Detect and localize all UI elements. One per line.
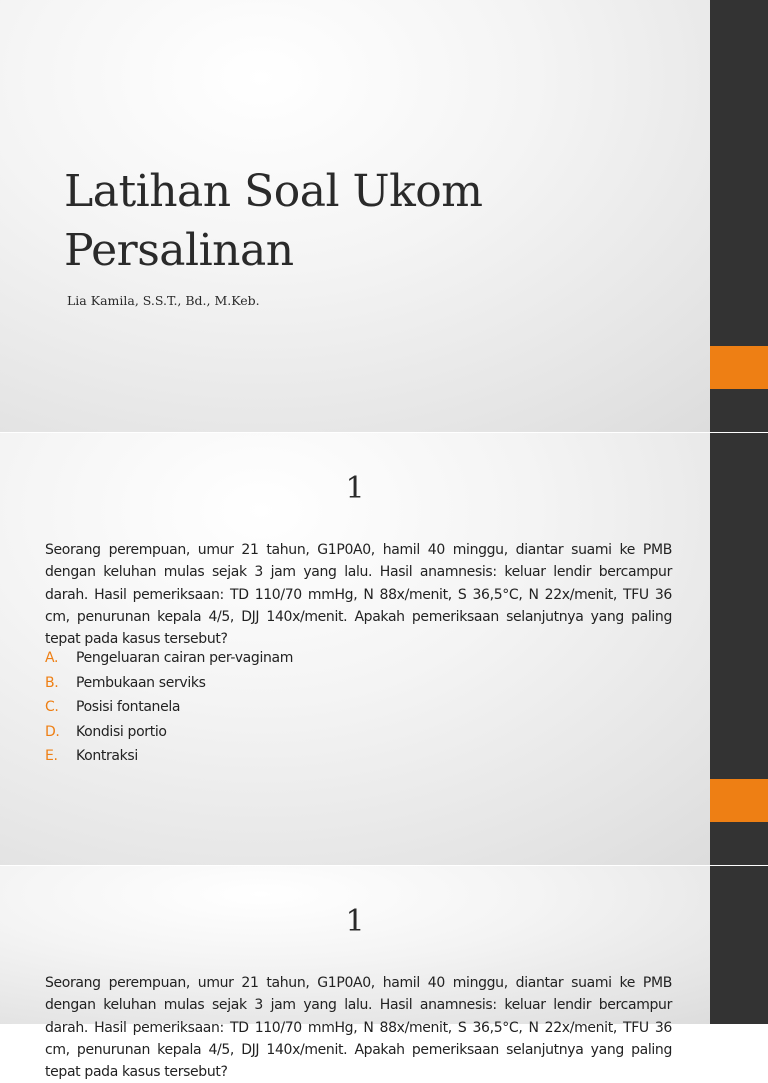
accent-block	[710, 346, 768, 389]
option-text: Posisi fontanela	[76, 699, 181, 716]
question-text: Seorang perempuan, umur 21 tahun, G1P0A0, hamil 40 minggu, diantar suami ke PMB dengan keluhan mulas sejak 3 jam yang lalu. Hasil anamnesis: keluar lendir bercampur darah. Hasil pemeriksaan: TD 110/70 mmHg, N 88x/menit, S 36,5°C, N 22x/menit, TFU 36 cm, penurunan kepala 4/5, DJJ 140x/menit. Apakah pemeriksaan selanjutnya yang paling tepat pada kasus tersebut?	[45, 975, 672, 1081]
option-text: Kontraksi	[76, 748, 138, 765]
accent-block	[710, 779, 768, 822]
option-letter: B.	[45, 674, 59, 691]
option-letter: A.	[45, 650, 59, 666]
option-letter: E.	[45, 748, 58, 765]
sidebar-bar	[710, 866, 768, 1024]
question-slide	[0, 433, 768, 865]
option-text: Pembukaan serviks	[76, 674, 206, 691]
option-letter: C.	[45, 699, 59, 716]
option-letter: D.	[45, 723, 60, 740]
option-b	[45, 671, 293, 696]
option-c	[45, 695, 293, 720]
question-slide	[0, 866, 768, 1081]
slide-title: Latihan Soal Ukom Persalinan	[64, 166, 483, 276]
question-number: 1	[345, 904, 365, 939]
option-text: Kondisi portio	[76, 723, 167, 740]
title-slide	[0, 0, 768, 432]
option-a	[45, 646, 293, 671]
question-text: Seorang perempuan, umur 21 tahun, G1P0A0, hamil 40 minggu, diantar suami ke PMB dengan keluhan mulas sejak 3 jam yang lalu. Hasil anamnesis: keluar lendir bercampur darah. Hasil pemeriksaan: TD 110/70 mmHg, N 88x/menit, S 36,5°C, N 22x/menit, TFU 36 cm, penurunan kepala 4/5, DJJ 140x/menit. Apakah pemeriksaan selanjutnya yang paling tepat pada kasus tersebut?	[45, 542, 672, 648]
option-e	[45, 744, 293, 769]
slide-author: Lia Kamila, S.S.T., Bd., M.Keb.	[67, 293, 260, 308]
answer-options	[45, 646, 293, 769]
option-d	[45, 720, 293, 745]
question-number: 1	[345, 471, 365, 506]
option-text: Pengeluaran cairan per-vaginam	[76, 650, 294, 666]
